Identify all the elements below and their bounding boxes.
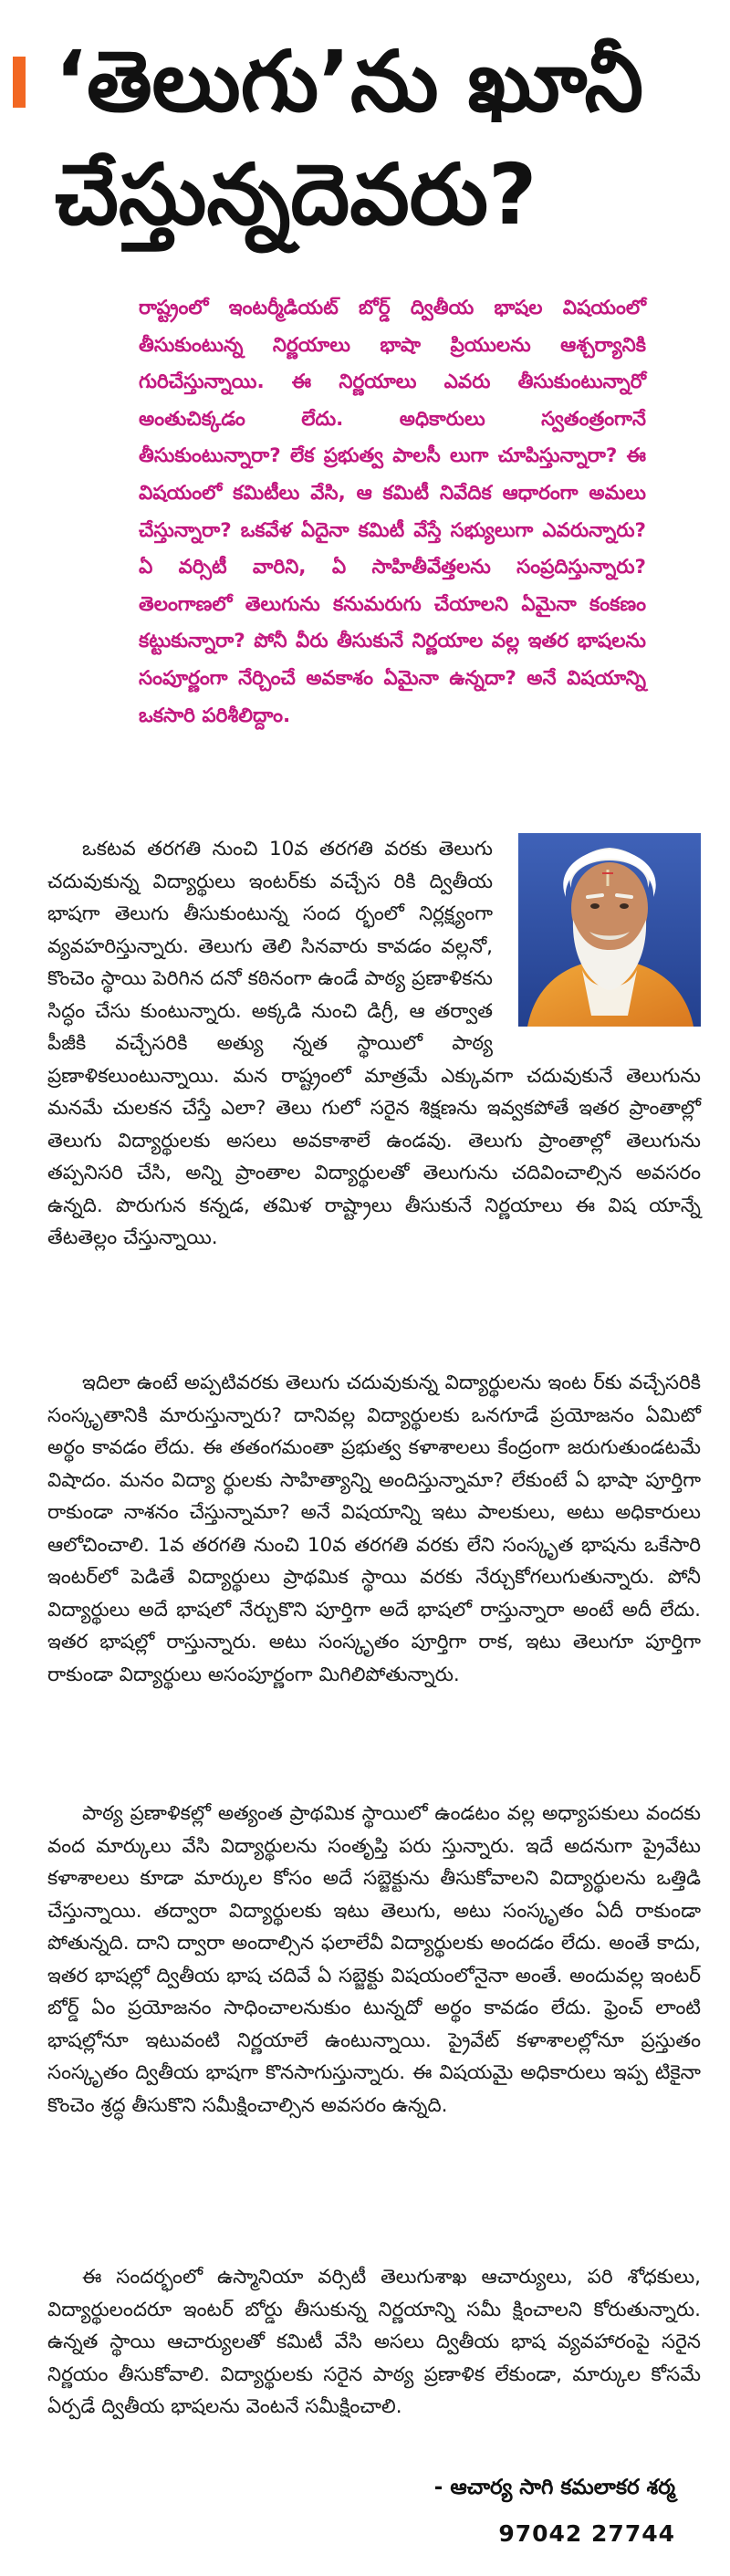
article-intro: రాష్ట్రంలో ఇంటర్మీడియట్ బోర్డ్ ద్వితీయ భాషల విషయంలో తీసుకుంటున్న నిర్ణయాలు భాషా ప్రియులను ఆశ్చర్యానికి గురిచేస్తున్నాయి. ఈ నిర్ణయాలు ఎవరు తీసుకుంటున్నారో అంతుచిక్కడం లేదు. అధికారులు స్వతంత్రంగానే తీసుకుంటున్నారా? లేక ప్రభుత్వ పాలసీ లుగా చూపిస్తున్నారా? ఈ విషయంలో కమిటీలు వేసి, ఆ కమిటీ నివేదిక ఆధారంగా అమలు చేస్తున్నారా? ఒకవేళ ఏదైనా కమిటీ వేస్తే సభ్యులుగా ఎవరున్నారు? ఏ వర్సిటీ వారిని, ఏ సాహితీవేత్తలను సంప్రదిస్తున్నారు? తెలంగాణలో తెలుగును కనుమరుగు చేయాలని ఏమైనా కంకణం కట్టుకున్నారా? పోనీ వీరు తీసుకునే నిర్ణయాల వల్ల ఇతర భాషలను సంపూర్ణంగా నేర్చించే అవకాశం ఏమైనా ఉన్నదా? అనే విషయాన్ని ఒకసారి పరిశీలిద్దాం. <box>139 297 646 727</box>
article-paragraph: ఇదిలా ఉంటే అప్పటివరకు తెలుగు చదువుకున్న విద్యార్థులను ఇంట ర్‌కు వచ్చేసరికి సంస్కృతానికి మారుస్తున్నారు? దానివల్ల విద్యార్థులకు ఒనగూడే ప్రయోజనం ఏమిటో అర్థం కావడం లేదు. ఈ తతంగమంతా ప్రభుత్వ కళాశాలలు కేంద్రంగా జరుగుతుండటమే విషాదం. మనం విద్యా ర్థులకు సాహిత్యాన్ని అందిస్తున్నామా? లేకుంటే ఏ భాషా పూర్తిగా రాకుండా నాశనం చేస్తున్నామా? అనే విషయాన్ని ఇటు పాలకులు, అటు అధికారులు ఆలోచించాలి. 1వ తరగతి నుంచి 10వ తరగతి వరకు లేని సంస్కృత భాషను ఒకేసారి ఇంటర్‌లో పెడితే విద్యార్థులు ప్రాథమిక స్థాయి వరకు నేర్చుకోగలుగుతున్నారు. పోనీ విద్యార్థులు అదే భాషలో నేర్చుకొని పూర్తిగా అదే భాషలో రాస్తున్నారా అంటే అదీ లేదు. ఇతర భాషల్లో రాస్తున్నారు. అటు సంస్కృతం పూర్తిగా రాక, ఇటు తెలుగూ పూర్తిగా రాకుండా విద్యార్థులు అసంపూర్ణంగా మిగిలిపోతున్నారు. <box>47 1371 701 1686</box>
headline-accent-bar <box>13 57 26 108</box>
article-paragraph <box>47 833 701 1255</box>
author-signature: - ఆచార్య సాగి కమలాకర శర్మ <box>433 2476 675 2499</box>
author-phone: 97042 27744 <box>498 2520 675 2547</box>
article-headline: ‘తెలుగు’ను ఖూనీ చేస్తున్నదెవరు? <box>55 33 644 244</box>
paragraph-text: ఒకటవ తరగతి నుంచి 10వ తరగతి వరకు తెలుగు చదువుకున్న విద్యార్థులు ఇంటర్‌కు వచ్చేస రికి ద్వితీయ భాషగా తెలుగు తీసుకుంటున్న సంద ర్భంలో నిర్లక్ష్యంగా వ్యవహరిస్తున్నారు. తెలుగు తెలి సినవారు కావడం వల్లనో, కొంచెం స్థాయి పెరిగిన దనో కఠినంగా ఉండే పాఠ్య ప్రణాళికను సిద్ధం చేసు కుంటున్నారు. అక్కడి నుంచి డిగ్రీ, ఆ తర్వాత పీజీకి వచ్చేసరికి అత్యు న్నత స్థాయిలో పాఠ్య ప్రణాళికలుంటున్నాయి. మన రాష్ట్రంలో మాత్రమే ఎక్కువగా చదువుకునే తెలుగును మనమే చులకన చేస్తే ఎలా? తెలు గులో సరైన శిక్షణను ఇవ్వకపోతే ఇతర ప్రాంతాల్లో తెలుగు విద్యార్థులకు అసలు అవకాశాలే ఉండవు. తెలుగు ప్రాంతాల్లో తెలుగును తప్పనిసరి చేసి, అన్ని ప్రాంతాల విద్యార్థులతో తెలుగును చదివించాల్సిన అవసరం ఉన్నది. పొరుగున కన్నడ, తమిళ రాష్ట్రాలు తీసుకునే నిర్ణయాలు ఈ విష యాన్నే తేటతెల్లం చేస్తున్నాయి. <box>47 838 701 1249</box>
article-paragraph: ఈ సందర్భంలో ఉస్మానియా వర్సిటీ తెలుగుశాఖ ఆచార్యులు, పరి శోధకులు, విద్యార్థులందరూ ఇంటర్ బోర్డు తీసుకున్న నిర్ణయాన్ని సమీ క్షించాలని కోరుతున్నారు. ఉన్నత స్థాయి ఆచార్యులతో కమిటీ వేసి అసలు ద్వితీయ భాష వ్యవహారంపై సరైన నిర్ణయం తీసుకోవాలి. విద్యార్థులకు సరైన పాఠ్య ప్రణాళిక లేకుండా, మార్కుల కోసమే ఏర్పడే ద్వితీయ భాషలను వెంటనే సమీక్షించాలి. <box>47 2266 701 2418</box>
photo-text-wrap <box>500 833 701 1038</box>
article-paragraph: పాఠ్య ప్రణాళికల్లో అత్యంత ప్రాథమిక స్థాయిలో ఉండటం వల్ల అధ్యాపకులు వందకు వంద మార్కులు వేసి విద్యార్థులను సంతృప్తి పరు స్తున్నారు. ఇదే అదనుగా ప్రైవేటు కళాశాలలు కూడా మార్కుల కోసం అదే సబ్జెక్టును తీసుకోవాలని విద్యార్థులను ఒత్తిడి చేస్తున్నాయి. తద్వారా విద్యార్థులకు ఇటు తెలుగు, అటు సంస్కృతం ఏదీ రాకుండా పోతున్నది. దాని ద్వారా అందాల్సిన ఫలాలేవీ విద్యార్థులకు అందడం లేదు. అంతే కాదు, ఇతర భాషల్లో ద్వితీయ భాష చదివే ఏ సబ్జెక్టు విషయంలోనైనా అంతే. అందువల్ల ఇంటర్ బోర్డ్ ఏం ప్రయోజనం సాధించాలనుకుం టున్నదో అర్థం కావడం లేదు. ఫ్రెంచ్ లాంటి భాషల్లోనూ ఇటువంటి నిర్ణయాలే ఉంటున్నాయి. ప్రైవేట్ కళాశాలల్లోనూ ప్రస్తుతం సంస్కృతం ద్వితీయ భాషగా కొనసాగుస్తున్నారు. ఈ విషయమై అధికారులు ఇప్ప టికైనా కొంచెం శ్రద్ధ తీసుకొని సమీక్షించాల్సిన అవసరం ఉన్నది. <box>47 1802 701 2117</box>
